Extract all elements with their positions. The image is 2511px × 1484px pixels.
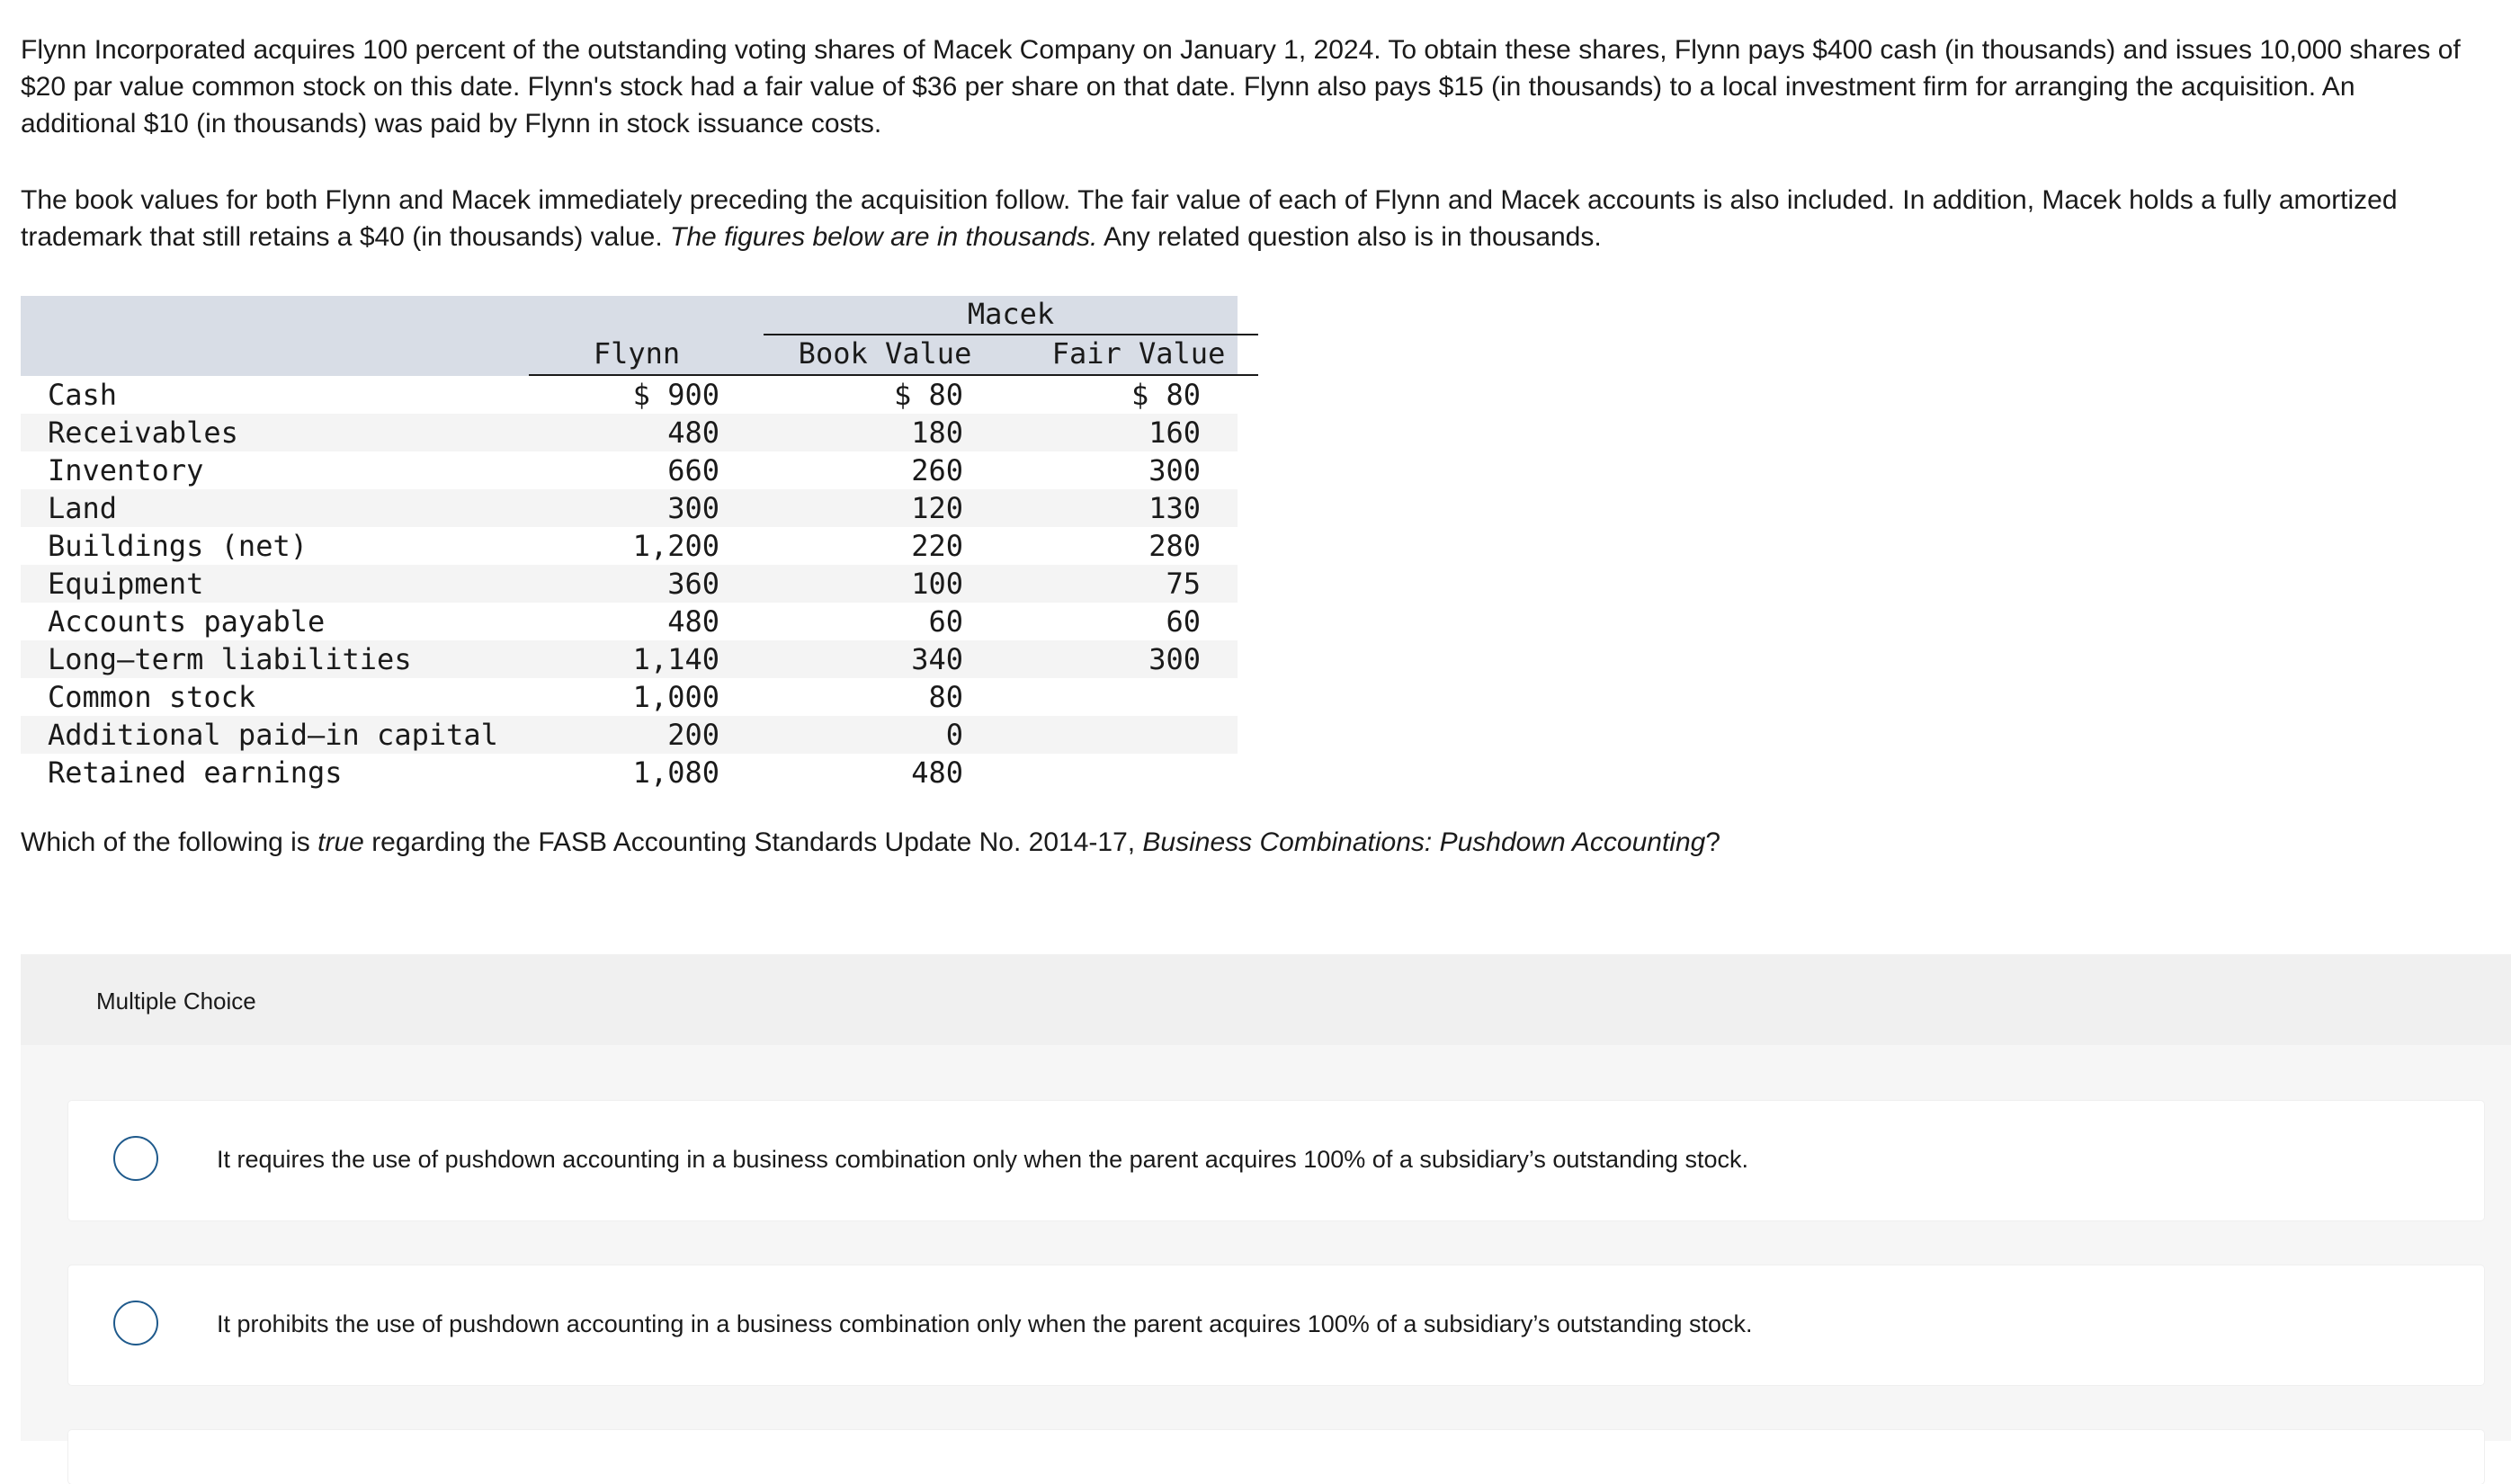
choice-option-1-text: It requires the use of pushdown accounting in a business combination only when the parent acquires 100% of a subsidiary’s outstanding stock. bbox=[217, 1146, 1749, 1173]
table-row bbox=[21, 489, 1238, 527]
row-label: Inventory bbox=[48, 453, 204, 487]
multiple-choice-header bbox=[21, 954, 2511, 1045]
row-label: Buildings (net) bbox=[48, 529, 308, 563]
macek-book-value: 100 bbox=[911, 567, 963, 601]
macek-book-value: 260 bbox=[911, 453, 963, 487]
row-label: Common stock bbox=[48, 680, 256, 714]
flynn-value: 1,000 bbox=[632, 680, 719, 714]
problem-paragraph-2-italic: The figures below are in thousands. bbox=[670, 222, 1098, 252]
question-text-end: ? bbox=[1705, 827, 1721, 857]
balance-table bbox=[21, 296, 1238, 791]
flynn-value: $ 900 bbox=[632, 378, 719, 412]
flynn-value: 660 bbox=[667, 453, 719, 487]
row-label: Land bbox=[48, 491, 118, 525]
fair-value-column-header: Fair Value bbox=[1051, 336, 1226, 371]
macek-book-value: 220 bbox=[911, 529, 963, 563]
flynn-value: 1,200 bbox=[632, 529, 719, 563]
question-text-start: Which of the following is bbox=[21, 827, 318, 857]
row-label: Retained earnings bbox=[48, 755, 343, 790]
table-row bbox=[21, 376, 1238, 414]
question-standard-title: Business Combinations: Pushdown Accounting bbox=[1142, 827, 1706, 857]
radio-button-option-1[interactable] bbox=[113, 1136, 158, 1181]
macek-group-header: Macek bbox=[967, 297, 1055, 331]
flynn-value: 480 bbox=[667, 416, 719, 450]
flynn-value: 1,140 bbox=[632, 642, 719, 676]
macek-book-value: 340 bbox=[911, 642, 963, 676]
macek-book-value: 80 bbox=[928, 680, 963, 714]
flynn-value: 480 bbox=[667, 604, 719, 639]
row-label: Long–term liabilities bbox=[48, 642, 412, 676]
problem-paragraph-2 bbox=[21, 182, 2467, 255]
macek-book-value: 180 bbox=[911, 416, 963, 450]
choice-option-3-partial[interactable] bbox=[68, 1430, 2484, 1484]
multiple-choice-section bbox=[21, 954, 2511, 1441]
question-text bbox=[21, 824, 2467, 861]
problem-paragraph-2-text: The book values for both Flynn and Macek immediately preceding the acquisition follow. The fair value of each of Flynn and Macek accounts is also included. In addition, Macek holds a fully amortized trademark that still retains a $40 (in thousands) value. bbox=[21, 185, 2398, 252]
flynn-column-header: Flynn bbox=[593, 336, 681, 371]
multiple-choice-title: Multiple Choice bbox=[96, 988, 256, 1015]
table-row bbox=[21, 716, 1238, 754]
problem-paragraph-1: Flynn Incorporated acquires 100 percent of the outstanding voting shares of Macek Company on January 1, 2024. To obtain these shares, Flynn pays $400 cash (in thousands) and issues 10,000 shares of $20 par value common stock on this date. Flynn's stock had a fair value of $36 per share on that date. Flynn also pays $15 (in thousands) to a local investment firm for arranging the acquisition. An additional $10 (in thousands) was paid by Flynn in stock issuance costs. bbox=[21, 35, 2461, 139]
table-row bbox=[21, 565, 1238, 603]
macek-fair-value: 300 bbox=[1148, 642, 1201, 676]
table-row bbox=[21, 640, 1238, 678]
choice-option-2[interactable] bbox=[68, 1265, 2484, 1385]
macek-fair-value: 130 bbox=[1148, 491, 1201, 525]
table-row bbox=[21, 527, 1238, 565]
macek-book-value: 120 bbox=[911, 491, 963, 525]
choice-option-2-text: It prohibits the use of pushdown accounting in a business combination only when the parent acquires 100% of a subsidiary’s outstanding stock. bbox=[217, 1310, 1753, 1337]
table-row bbox=[21, 754, 1238, 791]
table-row bbox=[21, 603, 1238, 640]
macek-fair-value: 280 bbox=[1148, 529, 1201, 563]
table-row bbox=[21, 678, 1238, 716]
macek-book-value: 480 bbox=[911, 755, 963, 790]
macek-fair-value: 60 bbox=[1166, 604, 1201, 639]
macek-fair-value: $ 80 bbox=[1130, 378, 1201, 412]
row-label: Additional paid–in capital bbox=[48, 718, 498, 752]
macek-book-value: $ 80 bbox=[893, 378, 963, 412]
choice-option-1[interactable] bbox=[68, 1101, 2484, 1220]
table-row bbox=[21, 414, 1238, 451]
radio-button-option-2[interactable] bbox=[113, 1301, 158, 1345]
macek-fair-value: 160 bbox=[1148, 416, 1201, 450]
flynn-value: 300 bbox=[667, 491, 719, 525]
question-true-italic: true bbox=[317, 827, 364, 857]
row-label: Receivables bbox=[48, 416, 238, 450]
flynn-value: 1,080 bbox=[632, 755, 719, 790]
macek-book-value: 60 bbox=[928, 604, 963, 639]
table-body bbox=[21, 376, 1238, 791]
table-header bbox=[21, 296, 1238, 376]
table-row bbox=[21, 451, 1238, 489]
question-text-middle: regarding the FASB Accounting Standards Update No. 2014-17, bbox=[363, 827, 1143, 857]
flynn-value: 200 bbox=[667, 718, 719, 752]
row-label: Equipment bbox=[48, 567, 204, 601]
problem-paragraph-2-tail: Any related question also is in thousands. bbox=[1097, 222, 1602, 252]
book-value-column-header: Book Value bbox=[798, 336, 972, 371]
macek-fair-value: 300 bbox=[1148, 453, 1201, 487]
row-label: Accounts payable bbox=[48, 604, 326, 639]
flynn-value: 360 bbox=[667, 567, 719, 601]
row-label: Cash bbox=[48, 378, 118, 412]
macek-fair-value: 75 bbox=[1166, 567, 1201, 601]
macek-book-value: 0 bbox=[945, 718, 963, 752]
